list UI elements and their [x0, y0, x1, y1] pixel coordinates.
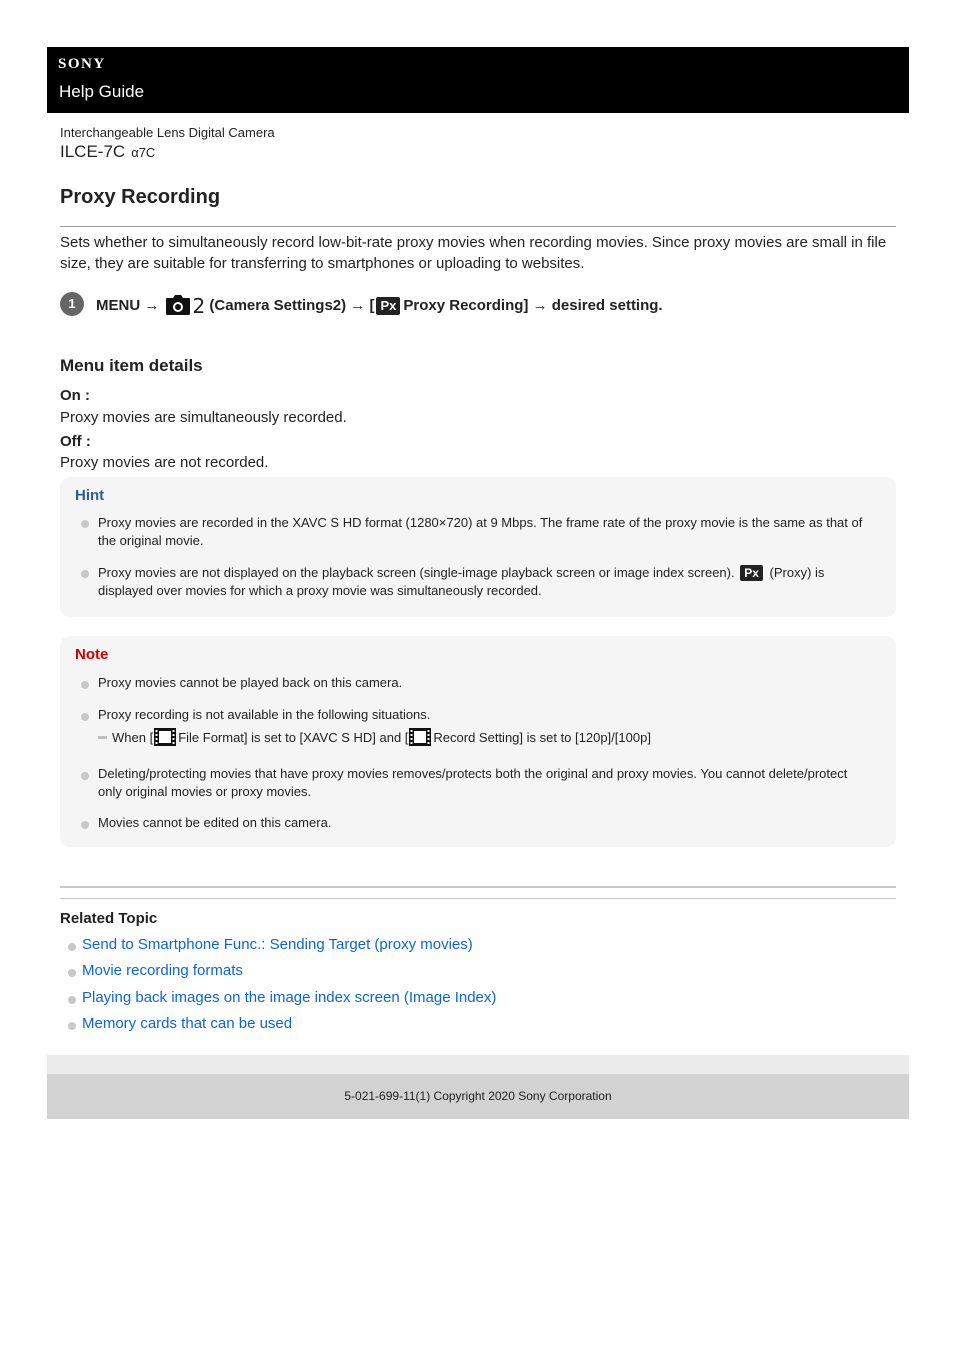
- note-subitem-text: Record Setting] is set to [120p]/[100p]: [433, 730, 651, 745]
- help-guide-title: Help Guide: [59, 82, 145, 101]
- bullet-icon: [68, 996, 76, 1004]
- option-off-desc: Proxy movies are not recorded.: [60, 454, 269, 471]
- hint-box: [60, 477, 896, 617]
- proxy-recording-label: Proxy Recording] → desired setting.: [403, 297, 663, 314]
- bullet-icon: [81, 713, 89, 721]
- note-subitem-text: File Format] is set to [XAVC S HD] and [: [178, 730, 409, 745]
- option-off-label: Off :: [60, 433, 91, 450]
- note-box: [60, 636, 896, 847]
- note-title: Note: [75, 646, 109, 663]
- section-divider: [60, 898, 896, 899]
- model-alias: α7C: [131, 145, 156, 160]
- camera-settings-label: (Camera Settings2) → [: [209, 297, 375, 314]
- sony-logo[interactable]: SONY: [58, 56, 106, 72]
- camera-settings-tab-number: 2: [192, 294, 206, 318]
- option-on-label: On :: [60, 387, 90, 404]
- related-link-movie-formats[interactable]: Movie recording formats: [82, 962, 243, 979]
- bullet-icon: [68, 969, 76, 977]
- model-name: [60, 142, 155, 162]
- bullet-icon: [81, 520, 89, 528]
- menu-item-details-heading: Menu item details: [60, 356, 203, 375]
- bullet-icon: [81, 772, 89, 780]
- hint-item-text: Proxy movies are not displayed on the playback screen (single-image playback screen or image index screen).: [98, 565, 735, 580]
- bullet-icon: [68, 943, 76, 951]
- dash-icon: [98, 736, 107, 739]
- related-topic-heading: Related Topic: [60, 910, 158, 927]
- note-subitem: [98, 728, 868, 751]
- bullet-icon: [81, 821, 89, 829]
- note-item: Proxy recording is not available in the following situations.: [98, 707, 431, 722]
- proxy-px-icon: Px: [740, 565, 763, 581]
- hint-item: Proxy movies are recorded in the XAVC S HD format (1280×720) at 9 Mbps. The frame rate of the proxy movie is the same as that of the original movie.: [98, 515, 863, 548]
- hint-item-text: (Proxy) is displayed over movies for which a proxy movie was simultaneously recorded.: [98, 565, 825, 598]
- page-title: Proxy Recording: [60, 186, 221, 208]
- proxy-px-icon: Px: [376, 297, 400, 315]
- menu-label: MENU →: [96, 297, 160, 314]
- note-item: Proxy movies cannot be played back on this camera.: [98, 675, 403, 690]
- product-type: Interchangeable Lens Digital Camera: [60, 125, 275, 140]
- note-item: Movies cannot be edited on this camera.: [98, 815, 332, 830]
- hint-item: [98, 564, 868, 600]
- title-divider: [60, 226, 896, 227]
- bullet-icon: [81, 681, 89, 689]
- related-link-image-index[interactable]: Playing back images on the image index screen (Image Index): [82, 989, 497, 1006]
- hint-title: Hint: [75, 487, 105, 504]
- camera-icon: [166, 295, 190, 319]
- movie-film-icon: [409, 728, 431, 751]
- note-subitem-text: When [: [112, 730, 154, 745]
- footer-band: [47, 1055, 909, 1074]
- section-divider: [60, 886, 896, 888]
- footer: [47, 1074, 909, 1119]
- bullet-icon: [68, 1022, 76, 1030]
- model-number: ILCE-7C: [60, 142, 126, 161]
- option-on-desc: Proxy movies are simultaneously recorded.: [60, 409, 347, 426]
- site-header: [47, 47, 909, 113]
- movie-film-icon: [154, 728, 176, 751]
- menu-step: [60, 290, 896, 320]
- step-number-badge: 1: [60, 292, 84, 316]
- bullet-icon: [81, 570, 89, 578]
- related-link-memory-cards[interactable]: Memory cards that can be used: [82, 1015, 293, 1032]
- copyright-text: 5-021-699-11(1) Copyright 2020 Sony Corporation: [344, 1089, 612, 1103]
- note-item: Deleting/protecting movies that have proxy movies removes/protects both the original and proxy movies. You cannot delete/protect only original movies or proxy movies.: [98, 766, 848, 799]
- step-instruction: [96, 294, 663, 319]
- intro-text: Sets whether to simultaneously record low-bit-rate proxy movies when recording movies. Since proxy movies are small in file size, they are suitable for transferring to smartphones or uploading to websites.: [60, 234, 887, 272]
- related-link-send-to-smartphone[interactable]: Send to Smartphone Func.: Sending Target (proxy movies): [82, 936, 473, 953]
